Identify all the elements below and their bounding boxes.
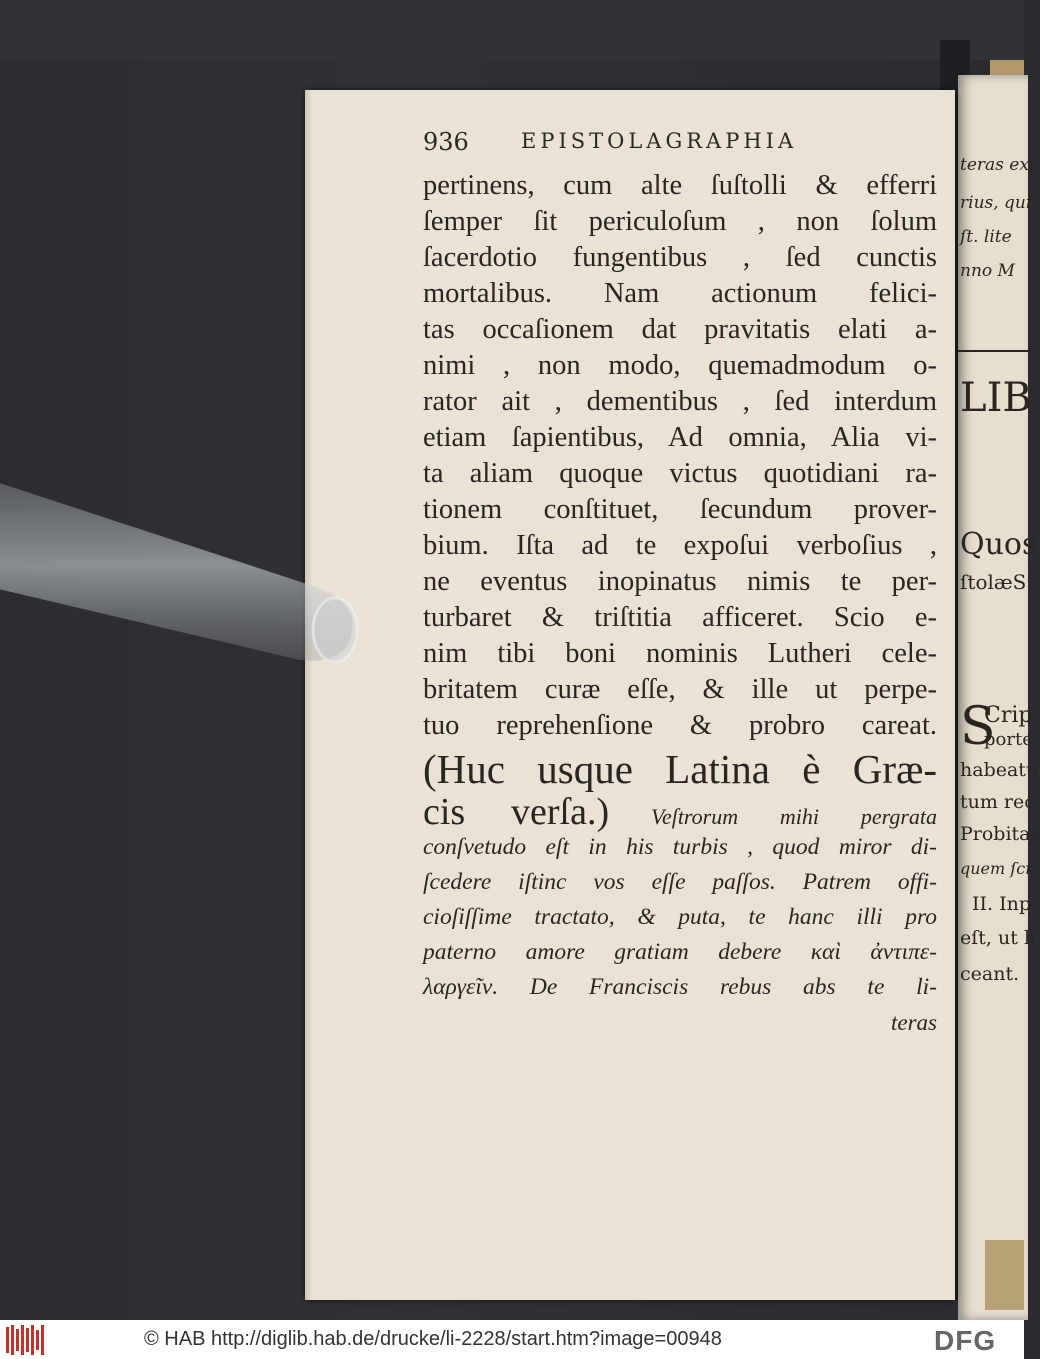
- hab-barcode-logo-icon: [6, 1325, 48, 1355]
- page-number: 936: [423, 128, 469, 156]
- mixed-line: [423, 791, 938, 833]
- opposite-fragment: ſt. lite: [960, 227, 1012, 247]
- opposite-fragment: S: [960, 697, 996, 757]
- italic-line: ſcedere iſtinc vos eſſe paſſos. Patrem offi-: [423, 869, 937, 895]
- opposite-fragment: Probitas: [960, 823, 1040, 845]
- text-line: ſacerdotio fungentibus , ſed cunctis: [423, 242, 937, 273]
- large-roman-line: (Huc usque Latina è Græ-: [423, 746, 937, 792]
- opposite-rule: [958, 350, 1028, 352]
- text-line: turbaret & triſtitia afficeret. Scio e-: [423, 602, 937, 633]
- opposite-fragment: Crip: [984, 703, 1033, 728]
- opposite-fragment: porte: [984, 729, 1033, 750]
- opposite-fragment: teras exſ: [960, 155, 1036, 175]
- opposite-fragment: ſtolæS: [960, 570, 1027, 594]
- text-line: ta aliam quoque victus quotidiani ra-: [423, 458, 937, 489]
- dfg-logo: DFG: [934, 1325, 997, 1356]
- opposite-fragment: rius, qui: [960, 193, 1032, 213]
- text-line: ne eventus inopinatus nimis te per-: [423, 566, 937, 597]
- italic-line: cioſiſſime tractato, & puta, te hanc illi pro: [423, 904, 937, 930]
- italic-segment: Veſtrorum mihi pergrata: [650, 804, 938, 829]
- text-line: britatem curæ eſſe, & ille ut perpe-: [423, 674, 937, 705]
- opposite-fragment: quem ſcri: [960, 859, 1038, 878]
- text-line: ſemper ſit periculoſum , non ſolum: [423, 206, 937, 237]
- opposite-fragment: LIB: [960, 375, 1032, 421]
- running-title: EPISTOLAGRAPHIA: [521, 129, 798, 153]
- text-line: tuo reprehenſione & probro careat.: [423, 710, 937, 741]
- text-line: tas occaſionem dat pravitatis elati a-: [423, 314, 937, 345]
- text-line: nimi , non modo, quemadmodum o-: [423, 350, 937, 381]
- footer-bar: [0, 1320, 1024, 1359]
- catchword: teras: [891, 1010, 937, 1035]
- text-line: bium. Iſta ad te expoſui verboſius ,: [423, 530, 937, 561]
- gilt-edge-bottom: [985, 1240, 1024, 1310]
- text-line: pertinens, cum alte ſuſtolli & efferri: [423, 170, 937, 201]
- opposite-fragment: tum rec: [960, 791, 1035, 813]
- running-head: [423, 128, 863, 162]
- opposite-fragment: ceant.: [960, 963, 1020, 985]
- roman-segment: cis verſa.): [423, 791, 610, 833]
- italic-line: λαργεῖν. De Franciscis rebus abs te li-: [423, 974, 937, 1000]
- italic-line: conſvetudo eſt in his turbis , quod miror di-: [423, 834, 937, 860]
- opposite-page: [958, 75, 1040, 1320]
- background-cloth: [0, 0, 1024, 60]
- opposite-fragment: eſt, ut h: [960, 927, 1037, 949]
- text-line: tionem conſtituet, ſecundum prover-: [423, 494, 937, 525]
- text-line: rator ait , dementibus , ſed interdum: [423, 386, 937, 417]
- text-line: nim tibi boni nominis Lutheri cele-: [423, 638, 937, 669]
- text-line: mortalibus. Nam actionum felici-: [423, 278, 937, 309]
- text-line: etiam ſapientibus, Ad omnia, Alia vi-: [423, 422, 937, 453]
- opposite-fragment: nno M: [960, 261, 1015, 281]
- copyright-link[interactable]: © HAB http://diglib.hab.de/drucke/li-2228/start.htm?image=00948: [144, 1328, 722, 1350]
- opposite-fragment: Quos: [960, 527, 1038, 562]
- opposite-fragment: II. Inp: [972, 893, 1031, 915]
- page-text: [423, 168, 937, 1041]
- opposite-fragment: habeatu: [960, 759, 1039, 781]
- italic-line: paterno amore gratiam debere καὶ ἀντιπε-: [423, 939, 937, 965]
